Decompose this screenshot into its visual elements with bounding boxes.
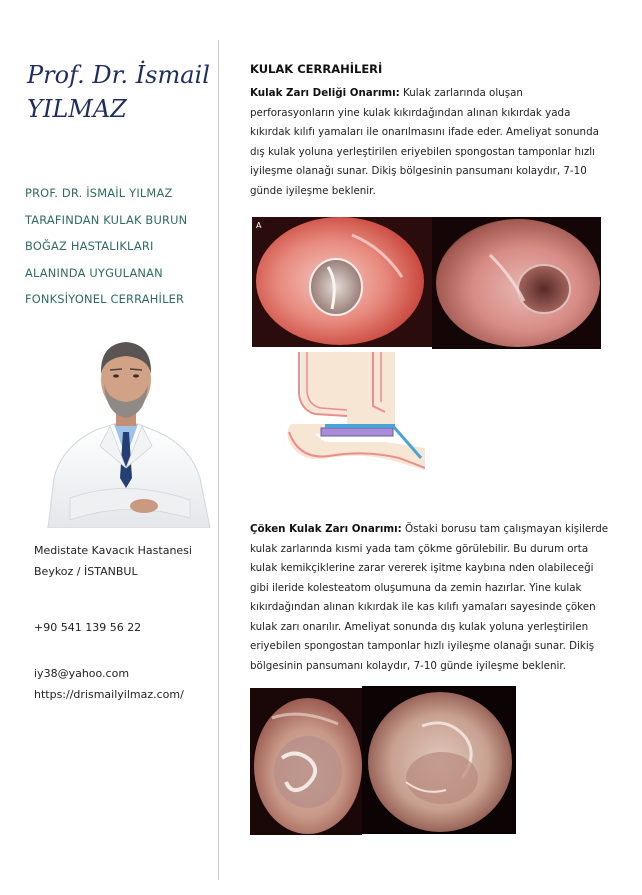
email-link[interactable]: iy38@yahoo.com [34, 667, 130, 680]
tagline-line: FONKSİYONEL CERRAHİLER [25, 292, 185, 307]
tagline [25, 180, 215, 313]
hospital-city: Beykoz / İSTANBUL [34, 565, 138, 578]
column-divider [218, 40, 219, 880]
surgery2-text: Östaki borusu tam çalışmayan kişilerde kulak zarlarında kısmi yada tam çökme görülebilir. Bu durum orta kulak kemikçiklerine zarar vererek işitme kaybına nden olabileceği gibi ileride kolesteatom oluşumuna da zemin hazırlar. Yine kulak kıkırdağından alınan kıkırdak ile kas kılıfı yamaları sayesinde çöken kulak zarı onarılır. Ameliyat sonunda dış kulak yoluna yerleştirilen eriyebilen spongostan tamponlar hızlı iyileşme olanağı sunar. Dikiş bölgesinin pansumanı kolaydır, 7-10 günde iyileşme beklenir. [250, 523, 609, 672]
tagline-line: PROF. DR. İSMAİL YILMAZ [25, 186, 173, 200]
main-content [250, 58, 610, 201]
surgery1-paragraph [250, 84, 610, 201]
doctor-name-line1: Prof. Dr. İsmail [27, 61, 210, 89]
surgery2-paragraph [250, 520, 610, 676]
eardrum-perforation-photo-2 [432, 217, 601, 349]
doctor-name-line2: YILMAZ [27, 95, 127, 123]
eardrum-perforation-photo-1 [252, 217, 432, 347]
website-link[interactable]: https://drismailyilmaz.com/ [34, 688, 184, 701]
doctor-name [27, 58, 217, 126]
surgery1-heading: Kulak Zarı Deliği Onarımı: [250, 87, 400, 99]
photo-panel-label: A [256, 221, 262, 230]
surgery1-text: Kulak zarlarında oluşan perforasyonların yine kulak kıkırdağından alınan kıkırdak yada kıkırdak kılıfı yamaları ile onarılmasını ifade eder. Ameliyat sonunda dış kulak yoluna yerleştirilen eriyebilen spongostan tamponlar hızlı iyileşme olanağı sunar. Dikiş bölgesinin pansumanı kolaydır, 7-10 günde iyileşme beklenir. [250, 87, 599, 197]
tagline-line: ALANINDA UYGULANAN [25, 265, 163, 280]
phone-number[interactable]: +90 541 139 56 22 [34, 621, 142, 634]
tagline-line: TARAFINDAN KULAK BURUN [25, 212, 188, 227]
surgery2-heading: Çöken Kulak Zarı Onarımı: [250, 523, 402, 535]
hospital-name: Medistate Kavacık Hastanesi [34, 544, 192, 557]
retracted-eardrum-photo-2 [362, 686, 516, 834]
contact-info [34, 540, 214, 705]
tagline-line: BOĞAZ HASTALIKLARI [25, 239, 154, 254]
doctor-portrait [40, 328, 212, 528]
retracted-eardrum-photo-1 [250, 688, 362, 835]
eardrum-patch-diagram [285, 352, 425, 474]
section-title: KULAK CERRAHİLERİ [250, 62, 383, 76]
